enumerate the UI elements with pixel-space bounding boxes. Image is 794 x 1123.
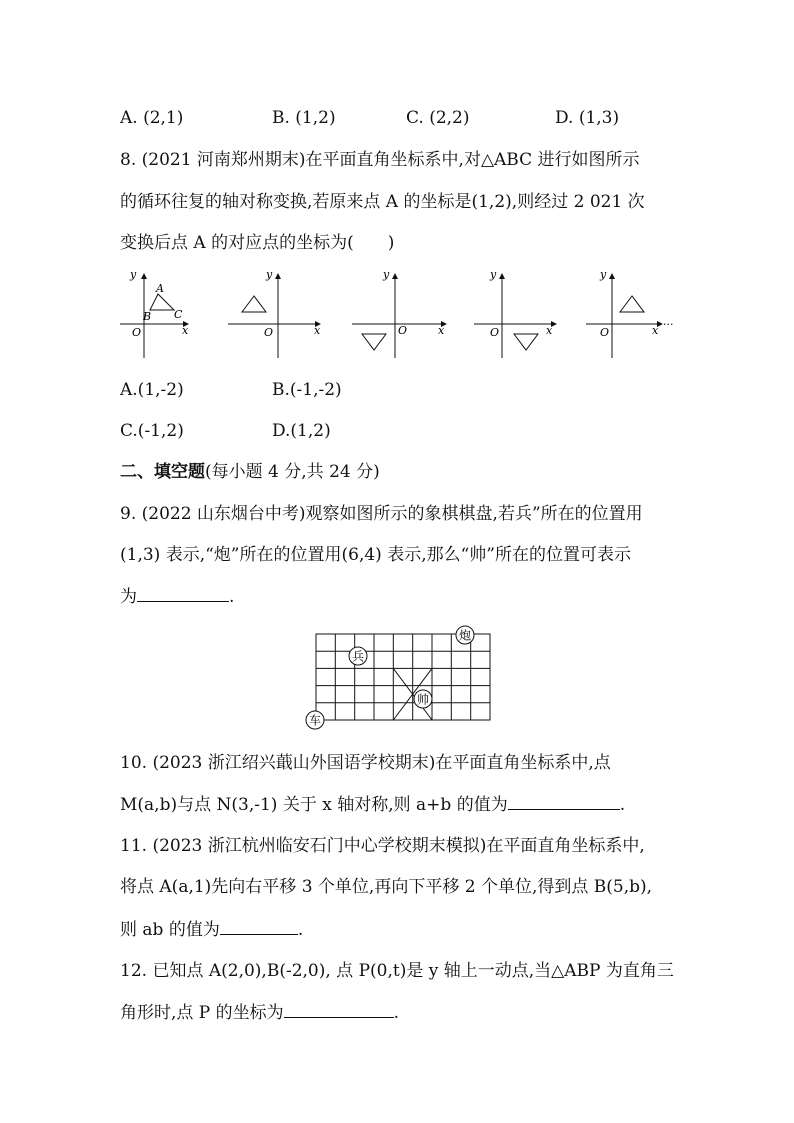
q10-stem-line2 (120, 793, 625, 816)
piece-pao (456, 626, 474, 644)
q10-stem-line1: 10. (2023 浙江绍兴蕺山外国语学校期末)在平面直角坐标系中,点 (120, 753, 611, 773)
q8-p1-y-label: y (130, 268, 137, 281)
q8-p1-x-label: x (182, 324, 189, 337)
q9-answer-blank[interactable] (137, 585, 229, 602)
q9-stem-line3 (120, 585, 234, 608)
q12-line2-text: 角形时,点 P 的坐标为 (120, 1003, 284, 1023)
q10-line2-text: M(a,b)与点 N(3,-1) 关于 x 轴对称,则 a+b 的值为 (120, 795, 508, 815)
q8-p3-x-label: x (438, 324, 445, 337)
q8-p2-origin: O (264, 326, 274, 339)
q8-p4-origin: O (490, 326, 500, 339)
q12-stem-line2 (120, 1001, 399, 1024)
q10-line2-end: . (619, 795, 626, 815)
q8-p5-origin: O (600, 326, 610, 339)
q8-p4-x-label: x (546, 324, 553, 337)
q9-line3-end: . (229, 587, 235, 607)
q7-option-c: C. (2,2) (406, 108, 470, 128)
q11-line3-end: . (297, 920, 304, 940)
q8-stem-line1: 8. (2021 河南郑州期末)在平面直角坐标系中,对△ABC 进行如图所示 (120, 150, 640, 170)
q7-option-b: B. (1,2) (272, 108, 336, 128)
piece-bing (349, 647, 367, 665)
q8-panel-1 (120, 268, 189, 358)
q8-stem-line3: 变换后点 A 的对应点的坐标为( ) (120, 233, 395, 253)
q11-stem-line2: 将点 A(a,1)先向右平移 3 个单位,再向下平移 2 个单位,得到点 B(5,b), (120, 877, 653, 897)
svg-text:车: 车 (308, 713, 322, 728)
q8-p4-y-label: y (490, 268, 497, 281)
q11-answer-blank[interactable] (220, 918, 298, 935)
q8-panel-2 (228, 268, 321, 358)
q8-p1-point-a: A (156, 282, 164, 295)
q11-stem-line3 (120, 918, 303, 941)
section-title: 二、填空题 (120, 462, 205, 482)
q9-stem-line2: (1,3) 表示,“炮”所在的位置用(6,4) 表示,那么“帅”所在的位置可表示 (120, 545, 631, 565)
q8-option-b: B.(-1,-2) (272, 380, 342, 400)
q8-p2-x-label: x (314, 324, 321, 337)
q10-answer-blank[interactable] (508, 793, 620, 810)
q12-line2-end: . (393, 1003, 400, 1023)
q11-stem-line1: 11. (2023 浙江杭州临安石门中心学校期末模拟)在平面直角坐标系中, (120, 836, 645, 856)
q9-stem-line1: 9. (2022 山东烟台中考)观察如图所示的象棋棋盘,若兵”所在的位置用 (120, 504, 643, 524)
q8-option-d: D.(1,2) (272, 421, 331, 441)
q7-option-a: A. (2,1) (120, 108, 184, 128)
q8-p1-origin: O (132, 326, 142, 339)
q8-p5-y-label: y (600, 268, 607, 281)
section-note: (每小题 4 分,共 24 分) (205, 462, 380, 482)
svg-text:帅: 帅 (416, 692, 430, 707)
q8-stem-line2: 的循环往复的轴对称变换,若原来点 A 的坐标是(1,2),则经过 2 021 次 (120, 192, 645, 212)
q12-answer-blank[interactable] (284, 1001, 394, 1018)
q8-p3-origin: O (398, 324, 408, 337)
svg-text:炮: 炮 (458, 628, 472, 643)
piece-shuai (414, 690, 432, 708)
q12-stem-line1: 12. 已知点 A(2,0),B(-2,0), 点 P(0,t)是 y 轴上一动点,当△ABP 为直角三 (120, 961, 674, 981)
q8-p1-point-b: B (143, 310, 152, 323)
svg-text:兵: 兵 (351, 649, 365, 664)
q8-figure (110, 262, 690, 367)
q7-option-d: D. (1,3) (555, 108, 620, 128)
section-heading (120, 461, 380, 483)
q8-panel-3 (352, 268, 446, 358)
q8-option-c: C.(-1,2) (120, 421, 184, 441)
q8-option-a: A.(1,-2) (120, 380, 184, 400)
q8-p3-y-label: y (383, 268, 390, 281)
q9-chessboard (300, 622, 500, 732)
q8-p1-point-c: C (174, 308, 183, 321)
q9-line3-prefix: 为 (120, 587, 137, 607)
q11-line3-text: 则 ab 的值为 (120, 920, 220, 940)
piece-che (306, 711, 324, 729)
q8-panel-4 (474, 268, 556, 358)
q8-p5-ellipsis: ··· (663, 318, 674, 331)
q8-panel-5 (586, 268, 674, 358)
q8-p5-x-label: x (652, 324, 659, 337)
q8-p2-y-label: y (266, 268, 273, 281)
